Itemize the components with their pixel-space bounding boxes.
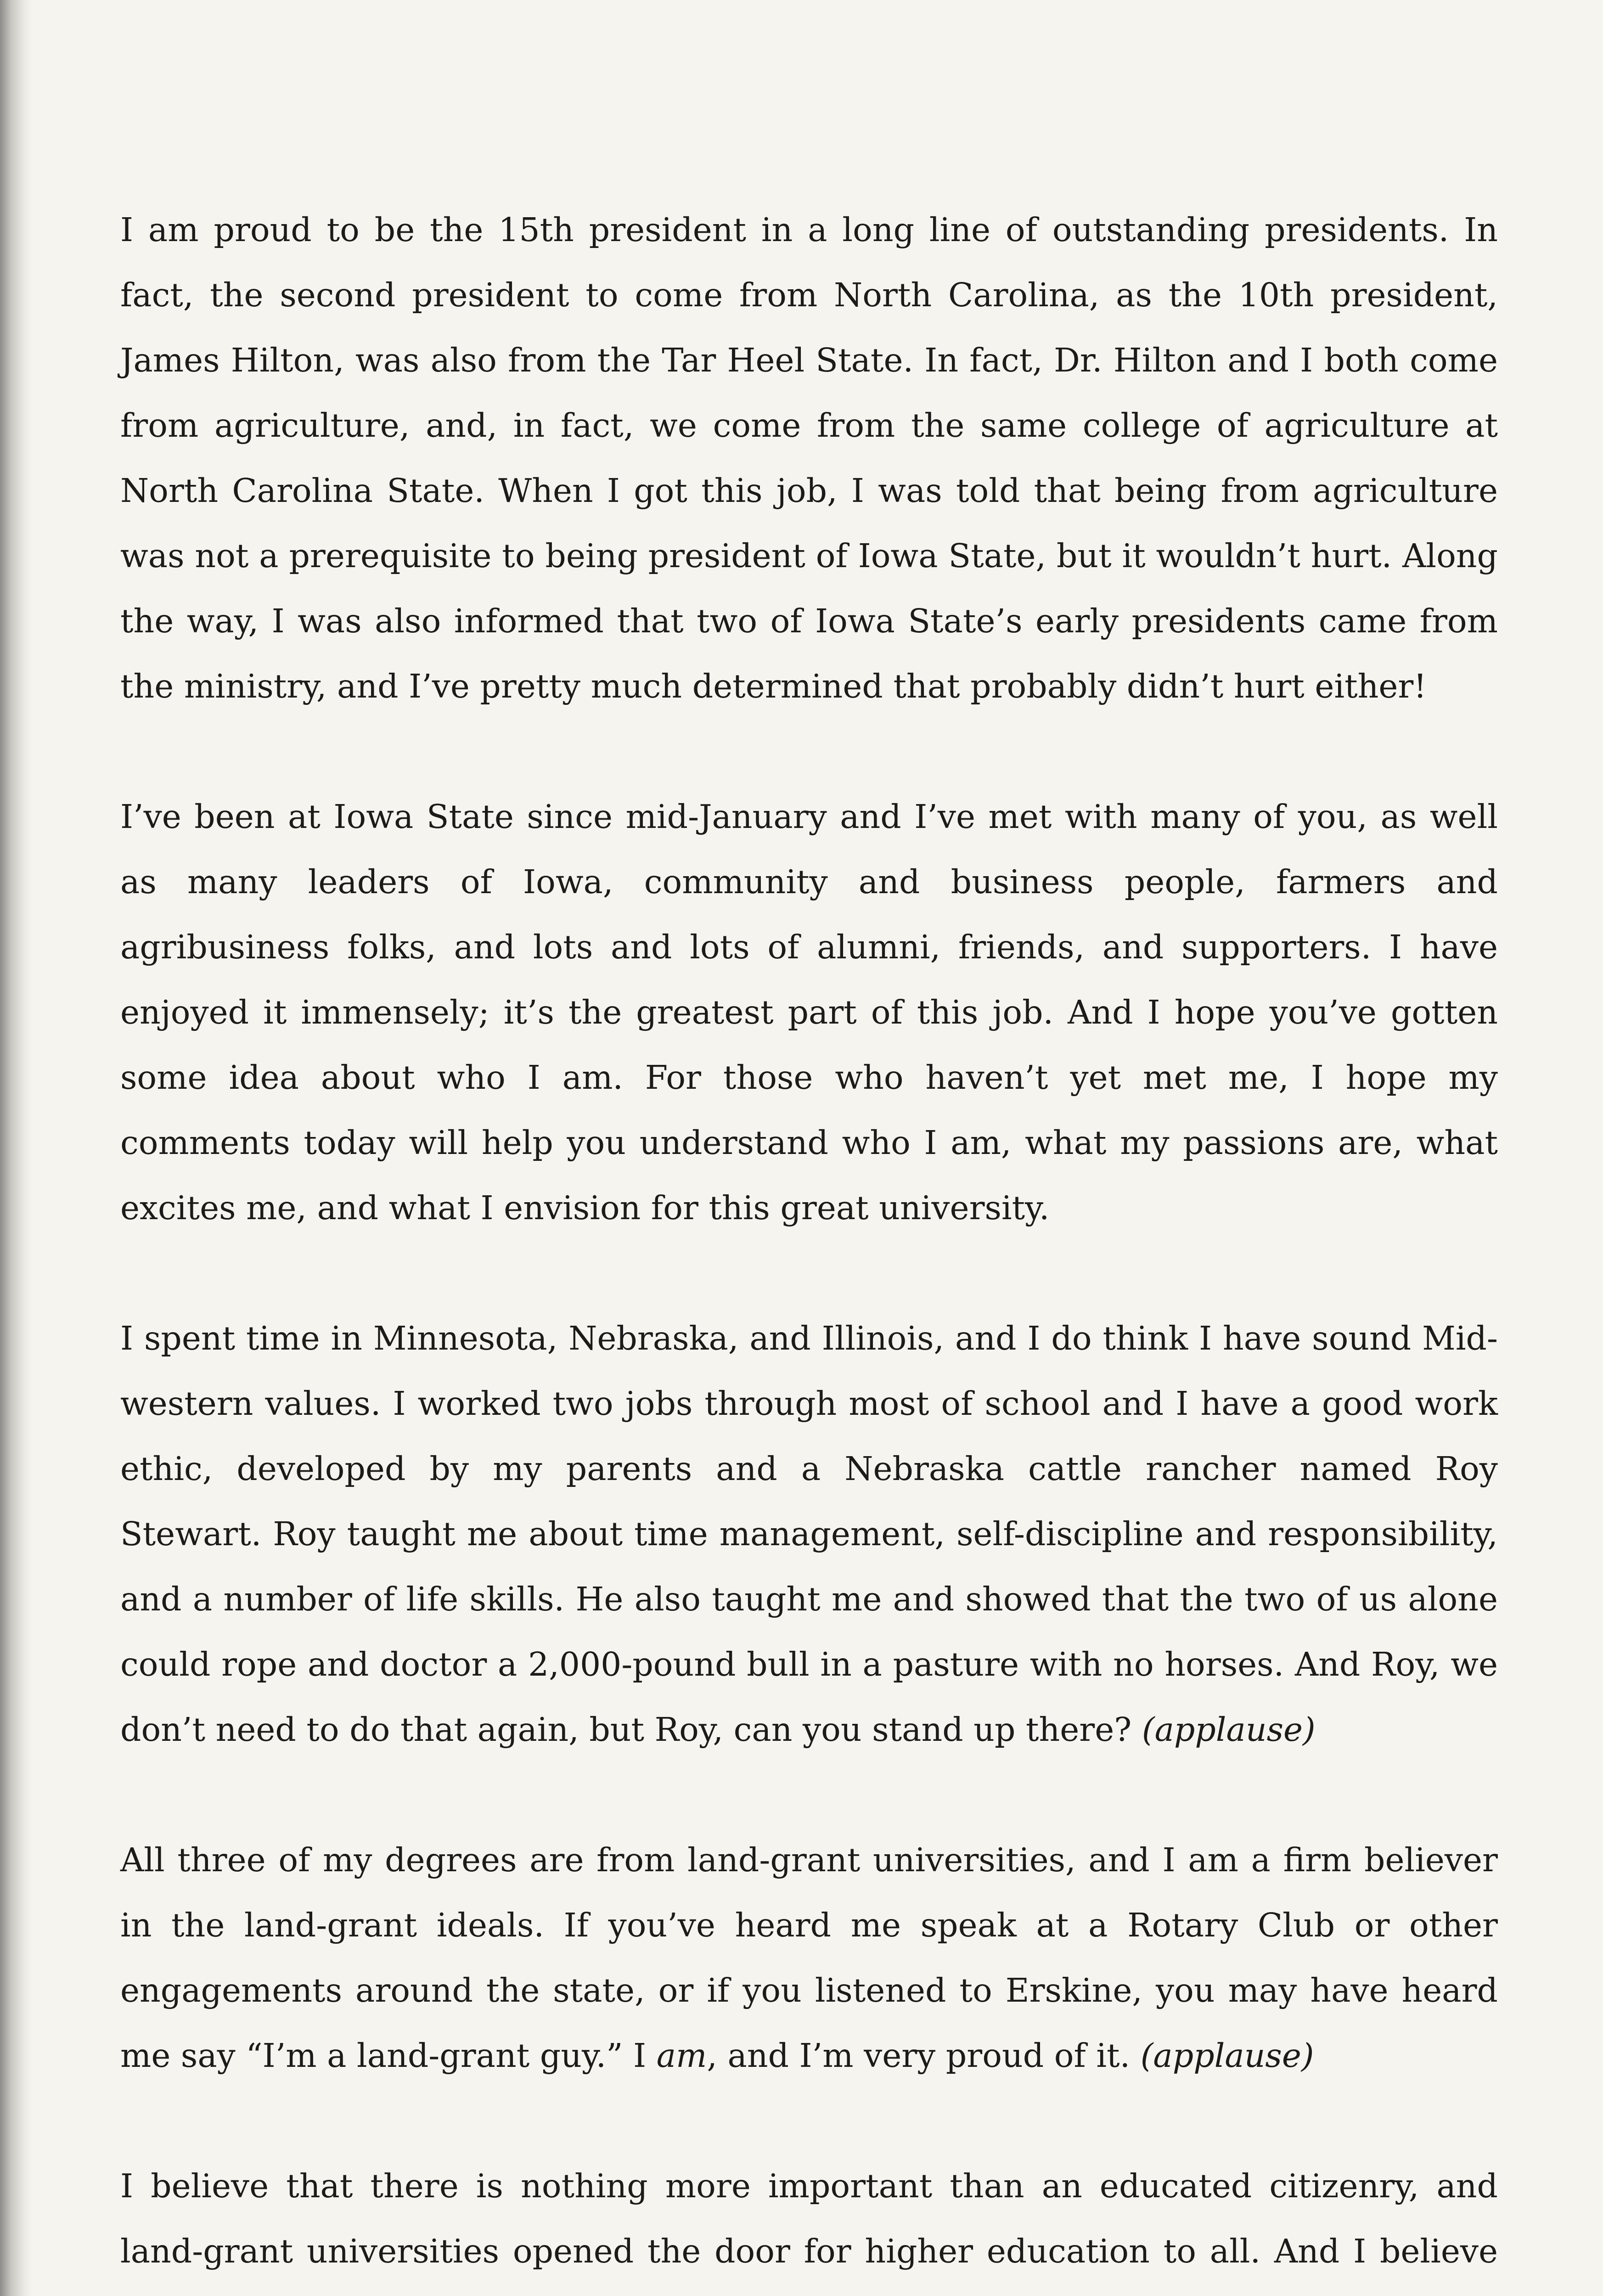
- applause-note: (applause): [1142, 1711, 1316, 1749]
- paragraph-introduction: [120, 784, 1498, 1241]
- paragraph-text: I believe that there is nothing more important than an educated citizenry, and land-grant universities opened the door for higher education to all. And I believe: [120, 2167, 1498, 2270]
- paragraph-text: I spent time in Minnesota, Nebraska, and Illinois, and I do think I have sound Mid-western values. I worked two jobs through most of school and I have a good work ethic, developed by my parents and a Nebraska cattle rancher named Roy Stewart. Roy taught me about time management, self-discipline and responsibility, and a number of life skills. He also taught me and showed that the two of us alone could rope and doctor a 2,000-pound bull in a pasture with no horses. And Roy, we don’t need to do that again, but Roy, can you stand up there?: [120, 1319, 1498, 1749]
- paragraph-midwestern-values: [120, 1306, 1498, 1762]
- paragraph-text: I am proud to be the 15th president in a long line of outstanding presidents. In fact, the second president to come from North Carolina, as the 10th president, James Hilton, was also from the Tar Heel State. In fact, Dr. Hilton and I both come from agriculture, and, in fact, we come from the same college of agriculture at North Carolina State. When I got this job, I was told that being from agriculture was not a prerequisite to being president of Iowa State, but it wouldn’t hurt. Along the way, I was also informed that two of Iowa State’s early presidents came from the ministry, and I’ve pretty much determined that probably didn’t hurt either!: [120, 211, 1498, 705]
- applause-note: (applause): [1140, 2037, 1314, 2075]
- paragraph-education: [120, 2154, 1498, 2296]
- paragraph-presidents: [120, 197, 1498, 719]
- paragraph-text-continued: , and I’m very proud of it.: [707, 2037, 1131, 2075]
- body-text: [120, 197, 1498, 2296]
- emphasis-word: am: [656, 2037, 707, 2075]
- paragraph-text: All three of my degrees are from land-grant universities, and I am a firm believer in the land-grant ideals. If you’ve heard me speak at a Rotary Club or other engagements around the state, or if you listened to Erskine, you may have heard me say “I’m a land-grant guy.” I: [120, 1841, 1498, 2075]
- paragraph-land-grant: [120, 1828, 1498, 2088]
- paragraph-text: I’ve been at Iowa State since mid-January and I’ve met with many of you, as well as many leaders of Iowa, community and business people, farmers and agribusiness folks, and lots and lots of alumni, friends, and supporters. I have enjoyed it immensely; it’s the greatest part of this job. And I hope you’ve gotten some idea about who I am. For those who haven’t yet met me, I hope my comments today will help you understand who I am, what my passions are, what excites me, and what I envision for this great university.: [120, 798, 1498, 1227]
- binding-shadow: [0, 0, 32, 2296]
